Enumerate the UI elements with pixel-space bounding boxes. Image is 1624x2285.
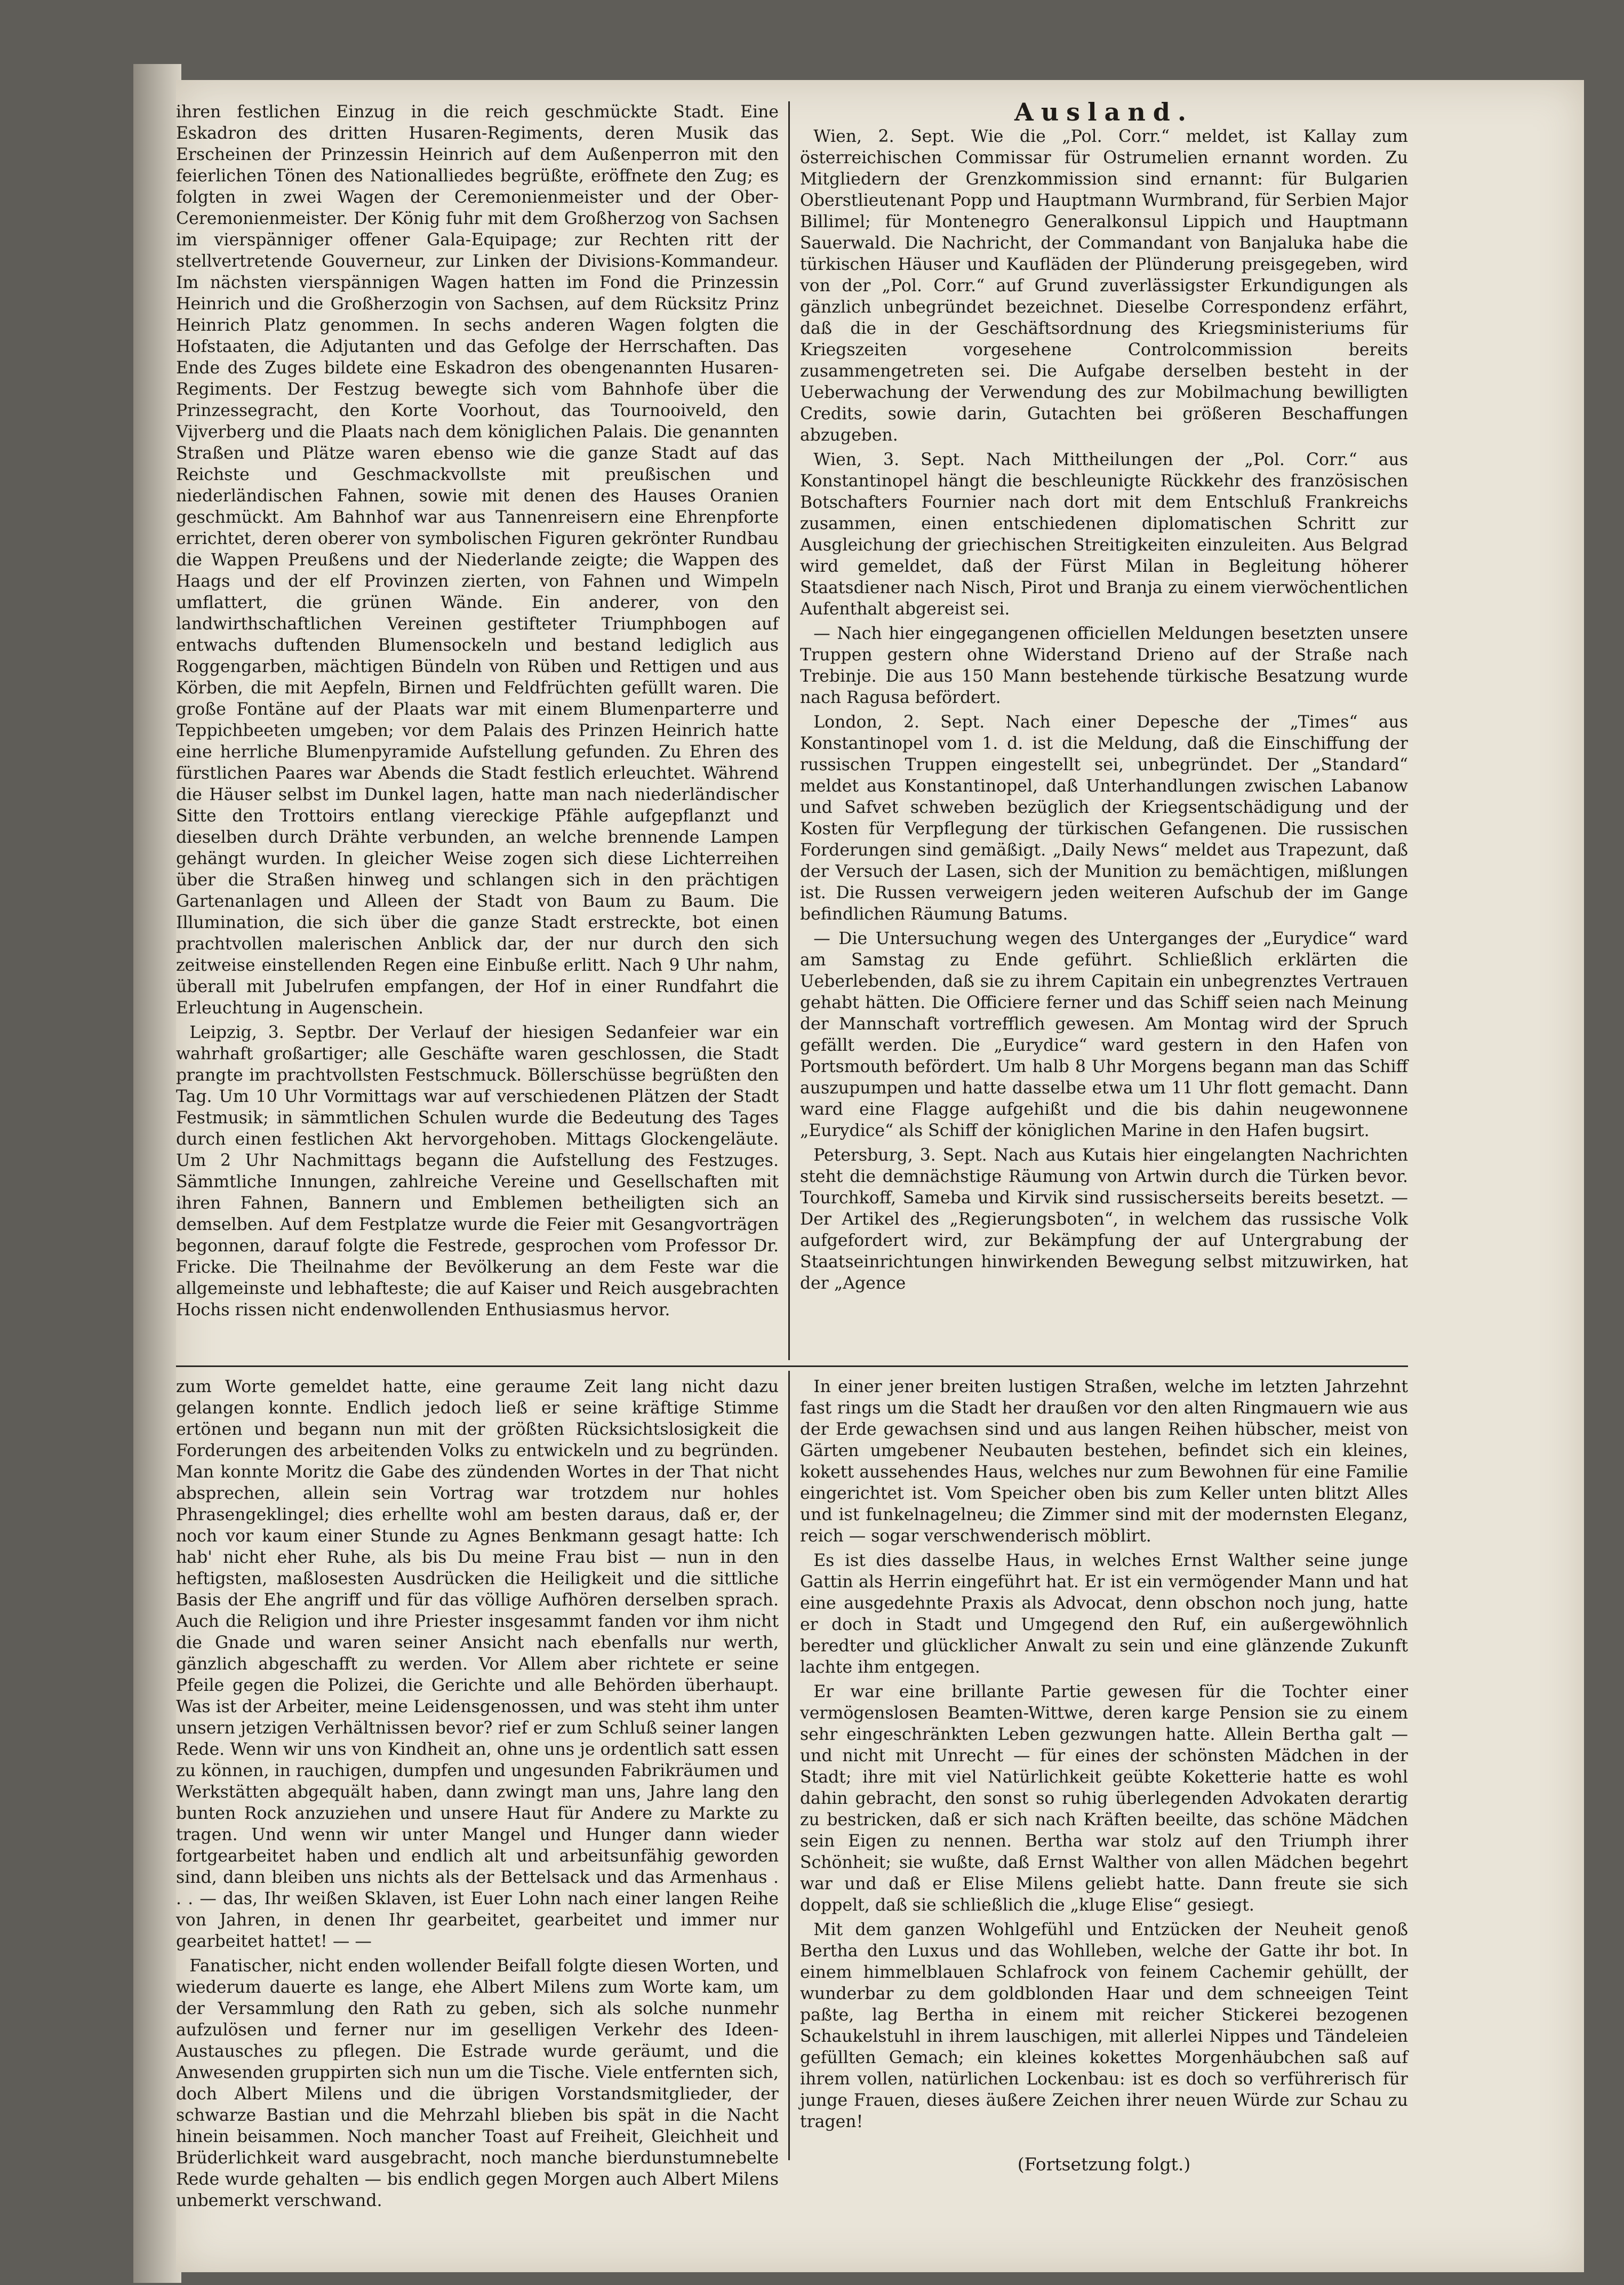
column-divider bbox=[788, 101, 790, 1360]
continuation-note: (Fortsetzung folgt.) bbox=[1017, 2154, 1191, 2175]
section-heading: Ausland. bbox=[1014, 98, 1194, 126]
article-paragraph: — Die Untersuchung wegen des Unterganges der „Eurydice“ ward am Samstag zu Ende geführt. Schließlich erklärten die Ueberlebenden, daß sie zu ihrem Capitain ein unbegrenztes Vertrauen gehabt hätten. Die Officiere ferner und das Schiff seien nach Meinung der Mannschaft vortrefflich gewesen. Am Montag wird der Spruch gefällt werden. Die „Eurydice“ ward gestern in den Hafen von Portsmouth befördert. Um halb 8 Uhr Morgens begann man das Schiff auszupumpen und hatte dasselbe etwa um 11 Uhr flott gemacht. Dann ward eine Flagge aufgehißt und die bis dahin neugewonnene „Eurydice“ als Schiff der königlichen Marine in den Hafen bugsirt. bbox=[800, 929, 1408, 1140]
feuilleton-paragraph: Mit dem ganzen Wohlgefühl und Entzücken der Neuheit genoß Bertha den Luxus und das Wohlleben, welche der Gatte ihr bot. In einem himmelblauen Schlafrock von feinem Cachemir gehüllt, der wunderbar zu dem goldblonden Haar und dem schneeigen Teint paßte, lag Bertha in einem mit reicher Stickerei bezogenen Schaukelstuhl in ihrem lauschigen, mit allerlei Nippes und Tändeleien gefüllten Gemach; ein kleines kokettes Morgenhäubchen saß auf ihrem vollen, natürlichen Lockenbau: ist es doch so verführerisch für junge Frauen, dieses äußere Zeichen ihrer neuen Würde zur Schau zu tragen! bbox=[800, 1920, 1408, 2131]
bottom-right-column bbox=[800, 1376, 1408, 2175]
article-paragraph: Leipzig, 3. Septbr. Der Verlauf der hiesigen Sedanfeier war ein wahrhaft großartiger; alle Geschäfte waren geschlossen, die Stadt prangte im prachtvollsten Festschmuck. Böllerschüsse begrüßten den Tag. Um 10 Uhr Vormittags war auf verschiedenen Plätzen der Stadt Festmusik; in sämmtlichen Schulen wurde die Bedeutung des Tages durch einen festlichen Akt hervorgehoben. Mittags Glockengeläute. Um 2 Uhr Nachmittags begann die Aufstellung des Festzuges. Sämmtliche Innungen, zahlreiche Vereine und Gesellschaften mit ihren Fahnen, Bannern und Emblemen betheiligten sich an demselben. Auf dem Festplatze wurde die Feier mit Gesangvorträgen begonnen, darauf folgte die Festrede, gesprochen vom Professor Dr. Fricke. Die Theilnahme der Bevölkerung an dem Feste war die allgemeinste und lebhafteste; die auf Kaiser und Reich ausgebrachten Hochs rissen nicht endenwollenden Enthusiasmus hervor. bbox=[176, 1023, 779, 1320]
top-right-column bbox=[800, 98, 1408, 1297]
article-paragraph: Petersburg, 3. Sept. Nach aus Kutais hier eingelangten Nachrichten steht die demnächstige Räumung von Artwin durch die Türken bevor. Tourchkoff, Sameba und Kirvik sind russischerseits bereits besetzt. — Der Artikel des „Regierungsboten“, in welchem das russische Volk aufgefordert wird, zur Bekämpfung der auf Untergrabung der Staatseinrichtungen hinwirkenden Bewegung selbst mitzuwirken, hat der „Agence bbox=[800, 1146, 1408, 1293]
page-edge bbox=[133, 64, 181, 2283]
article-paragraph: ihren festlichen Einzug in die reich geschmückte Stadt. Eine Eskadron des dritten Husaren-Regiments, deren Musik das Erscheinen der Prinzessin Heinrich auf dem Außenperron mit den feierlichen Tönen des Nationalliedes begrüßte, eröffnete den Zug; es folgten in zwei Wagen der Ceremonienmeister und der Ober-Ceremonienmeister. Der König fuhr mit dem Großherzog von Sachsen im vierspänniger offener Gala-Equipage; zur Rechten ritt der stellvertretende Gouverneur, zur Linken der Divisions-Kommandeur. Im nächsten vierspännigen Wagen hatten im Fond die Prinzessin Heinrich und die Großherzogin von Sachsen, auf dem Rücksitz Prinz Heinrich Platz genommen. In sechs anderen Wagen folgten die Hofstaaten, die Adjutanten und das Gefolge der Herrschaften. Das Ende des Zuges bildete eine Eskadron des obengenannten Husaren-Regiments. Der Festzug bewegte sich vom Bahnhofe über die Prinzessegracht, den Korte Voorhout, das Tournooiveld, den Vijverberg und die Plaats nach dem königlichen Palais. Die genannten Straßen und Plätze waren ebenso wie die ganze Stadt auf das Reichste und Geschmackvollste mit preußischen und niederländischen Fahnen, sowie mit denen des Hauses Oranien geschmückt. Am Bahnhof war aus Tannenreisern eine Ehrenpforte errichtet, deren oberer von symbolischen Figuren gekrönter Rundbau die Wappen Preußens und der Niederlande zeigte; die Wappen des Haags und der elf Provinzen zierten, von Fahnen und Wimpeln umflattert, die grünen Wände. Ein anderer, von den landwirthschaftlichen Vereinen gestifteter Triumphbogen auf entwachs duftenden Blumensockeln und bestand lediglich aus Roggengarben, mächtigen Bündeln von Rüben und Rettigen und aus Körben, die mit Aepfeln, Birnen und Feldfrüchten gefüllt waren. Die große Fontäne auf der Plaats war mit einem Blumenparterre und Teppichbeeten umgeben; vor dem Palais des Prinzen Heinrich hatte eine herrliche Blumenpyramide Aufstellung gefunden. Zu Ehren des fürstlichen Paares war Abends die Stadt festlich erleuchtet. Während die Häuser selbst im Dunkel lagen, hatte man nach niederländischer Sitte den Trottoirs entlang viereckige Pfähle aufgepflanzt und dieselben durch Drähte verbunden, an welche brennende Lampen gehängt wurden. In gleicher Weise zogen sich diese Lichterreihen über die Straßen hinweg und schlangen sich in den prächtigen Gartenanlagen und Alleen der Stadt von Baum zu Baum. Die Illumination, die sich über die ganze Stadt erstreckte, bot einen prachtvollen malerischen Anblick dar, der nur durch den sich zeitweise einstellenden Regen eine Einbuße erlitt. Nach 9 Uhr nahm, überall mit Jubelrufen empfangen, der Hof in einer Rundfahrt die Erleuchtung in Augenschein. bbox=[176, 102, 779, 1018]
article-paragraph: Wien, 3. Sept. Nach Mittheilungen der „Pol. Corr.“ aus Konstantinopel hängt die beschleunigte Rückkehr des französischen Botschafters Fournier nach dort mit dem Entschluß Frankreichs zusammen, einen entschiedenen diplomatischen Schritt zur Ausgleichung der griechischen Streitigkeiten einzuleiten. Aus Belgrad wird gemeldet, daß der Fürst Milan in Begleitung höherer Staatsdiener nach Nisch, Pirot und Branja zu einem vierwöchentlichen Aufenthalt abgereist sei. bbox=[800, 450, 1408, 619]
feuilleton-paragraph: Es ist dies dasselbe Haus, in welches Ernst Walther seine junge Gattin als Herrin eingeführt hat. Er ist ein vermögender Mann und hat eine ausgedehnte Praxis als Advocat, denn obschon noch jung, hatte er doch in Stadt und Umgegend den Ruf, ein außergewöhnlich beredter und glücklicher Anwalt zu sein und eine glänzende Zukunft lachte ihm entgegen. bbox=[800, 1551, 1408, 1677]
feuilleton-paragraph: In einer jener breiten lustigen Straßen, welche im letzten Jahrzehnt fast rings um die Stadt her draußen vor den alten Ringmauern wie aus der Erde gewachsen sind und aus langen Reihen hübscher, meist von Gärten umgebener Neubauten bestehen, befindet sich ein kleines, kokett aussehendes Haus, welches nur zum Bewohnen für eine Familie eingerichtet ist. Vom Speicher oben bis zum Keller unten blitzt Alles und ist funkelnagelneu; die Zimmer sind mit der modernsten Eleganz, reich — sogar verschwenderisch möblirt. bbox=[800, 1377, 1408, 1546]
article-paragraph: Wien, 2. Sept. Wie die „Pol. Corr.“ meldet, ist Kallay zum österreichischen Commissar für Ostrumelien ernannt worden. Zu Mitgliedern der Grenzkommission sind ernannt: für Bulgarien Oberstlieutenant Popp und Hauptmann Wurmbrand, für Serbien Major Billimel; für Montenegro Generalkonsul Lippich und Hauptmann Sauerwald. Die Nachricht, der Commandant von Banjaluka habe die türkischen Häuser und Kaufläden der Plünderung preisgegeben, wird von der „Pol. Corr.“ auf Grund zuverlässigster Erkundigungen als gänzlich unbegründet bezeichnet. Dieselbe Correspondenz erfährt, daß die in der Geschäftsordnung des Kriegsministeriums für Kriegszeiten vorgesehene Controlcommission bereits zusammengetreten sei. Die Aufgabe derselben besteht in der Ueberwachung der Verwendung des zur Mobilmachung bewilligten Credits, sowie darin, Gutachten bei größeren Beschaffungen abzugeben. bbox=[800, 127, 1408, 445]
article-paragraph: London, 2. Sept. Nach einer Depesche der „Times“ aus Konstantinopel vom 1. d. ist die Meldung, daß die Einschiffung der russischen Truppen eingestellt sei, unbegründet. Der „Standard“ meldet aus Konstantinopel, daß Unterhandlungen zwischen Labanow und Safvet schweben bezüglich der Kriegsentschädigung und der Kosten für Verpflegung der türkischen Gefangenen. Die russischen Forderungen sind gemäßigt. „Daily News“ meldet aus Trapezunt, daß der Versuch der Lasen, sich der Munition zu bemächtigen, mißlungen ist. Die Russen verweigern jeden weiteren Aufschub der im Gange befindlichen Räumung Batums. bbox=[800, 713, 1408, 924]
top-left-column bbox=[176, 101, 779, 1324]
feuilleton-paragraph: zum Worte gemeldet hatte, eine geraume Zeit lang nicht dazu gelangen konnte. Endlich jedoch ließ er seine kräftige Stimme ertönen und begann nun mit der größten Rücksichtslosigkeit die Forderungen des arbeitenden Volks zu entwickeln und zu begründen. Man konnte Moritz die Gabe des zündenden Wortes in der That nicht absprechen, allein sein Vortrag war trotzdem nur hohles Phrasengeklingel; dies erhellte wohl am besten daraus, daß er, der noch vor kaum einer Stunde zu Agnes Benkmann gesagt hatte: Ich hab' nicht eher Ruhe, als bis Du meine Frau bist — nun in den heftigsten, maßlosesten Ausdrücken die Heiligkeit und die sittliche Basis der Ehe angriff und für das völlige Aufhören derselben sprach. Auch die Religion und ihre Priester insgesammt fanden vor ihm nicht die Gnade und waren seiner Ansicht nach ebenfalls nur werth, gänzlich abgeschafft zu werden. Vor Allem aber richtete er seine Pfeile gegen die Polizei, die Gerichte und alle Behörden überhaupt. Was ist der Arbeiter, meine Leidensgenossen, und was steht ihm unter unsern jetzigen Verhältnissen bevor? rief er zum Schluß seiner langen Rede. Wenn wir uns von Kindheit an, ohne uns je ordentlich satt essen zu können, in rauchigen, dumpfen und ungesunden Fabrikräumen und Werkstätten abgequält haben, dann zwingt man uns, Jahre lang den bunten Rock anzuziehen und unsere Haut für Andere zu Markte zu tragen. Und wenn wir unter Mangel und Hunger dann wieder fortgearbeitet haben und endlich alt und arbeitsunfähig geworden sind, dann bleiben uns nichts als der Bettelsack und das Armenhaus . . . — das, Ihr weißen Sklaven, ist Euer Lohn nach einer langen Reihe von Jahren, in denen Ihr gearbeitet, gearbeitet und immer nur gearbeitet hattet! — — bbox=[176, 1377, 779, 1951]
section-divider bbox=[176, 1365, 1408, 1367]
article-paragraph: — Nach hier eingegangenen officiellen Meldungen besetzten unsere Truppen gestern ohne Widerstand Drieno auf der Straße nach Trebinje. Die aus 150 Mann bestehende türkische Besatzung wurde nach Ragusa befördert. bbox=[800, 624, 1408, 707]
newspaper-page bbox=[176, 80, 1584, 2272]
feuilleton-paragraph: Fanatischer, nicht enden wollender Beifall folgte diesen Worten, und wiederum dauerte es lange, ehe Albert Milens zum Worte kam, um der Versammlung den Rath zu geben, sich als solche nunmehr aufzulösen und ferner nur im geselligen Verkehr des Ideen-Austausches zu pflegen. Die Estrade wurde geräumt, und die Anwesenden gruppirten sich nun um die Tische. Viele entfernten sich, doch Albert Milens und die übrigen Vorstandsmitglieder, der schwarze Bastian und die Mehrzahl blieben bis spät in die Nacht hinein beisammen. Noch mancher Toast auf Freiheit, Gleichheit und Brüderlichkeit ward ausgebracht, noch manche bierdunstumnebelte Rede wurde gehalten — bis endlich gegen Morgen auch Albert Milens unbemerkt verschwand. bbox=[176, 1956, 779, 2210]
bottom-left-column bbox=[176, 1376, 779, 2215]
column-divider bbox=[788, 1371, 790, 2160]
feuilleton-paragraph: Er war eine brillante Partie gewesen für die Tochter einer vermögenslosen Beamten-Wittwe, deren karge Pension sie zu einem sehr eingeschränkten Leben gezwungen hatte. Allein Bertha galt — und nicht mit Unrecht — für eines der schönsten Mädchen in der Stadt; ihre mit viel Natürlichkeit geübte Koketterie hatte es wohl dahin gebracht, den sonst so ruhig überlegenden Advokaten derartig zu bestricken, daß er sich nach Kräften beeilte, das schöne Mädchen sein Eigen zu nennen. Bertha war stolz auf den Triumph ihrer Schönheit; sie wußte, daß Ernst Walther von allen Mädchen begehrt war und daß er Elise Milens geliebt hatte. Dann freute sie sich doppelt, daß sie schließlich die „kluge Elise“ gesiegt. bbox=[800, 1682, 1408, 1915]
